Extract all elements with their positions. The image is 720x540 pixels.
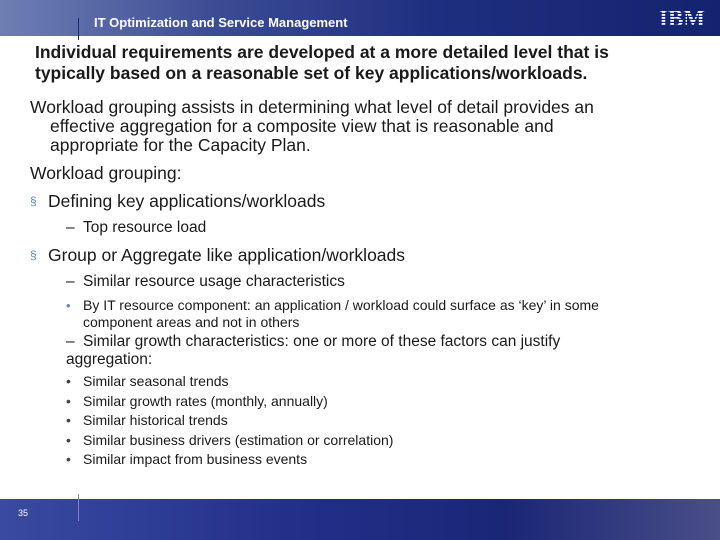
dot-bullet-icon: •: [66, 373, 71, 389]
header-title: IT Optimization and Service Management: [94, 15, 348, 30]
bullet-text: Defining key applications/workloads: [48, 191, 326, 211]
bullet-text: Group or Aggregate like application/workloads: [48, 245, 406, 265]
bullet-group-aggregate: [30, 245, 405, 265]
header-bar: [0, 0, 720, 36]
detail-text: component areas and not in others: [83, 314, 300, 330]
list-item: • Similar seasonal trends: [66, 372, 393, 392]
detail-text: By IT resource component: an application / workload could surface as ‘key’ in some: [83, 297, 599, 313]
list-item: • Similar growth rates (monthly, annually): [66, 392, 393, 412]
paragraph-label: Workload grouping:: [30, 163, 182, 183]
bullet-defining-workloads: [30, 191, 325, 211]
dot-bullet-icon: •: [66, 431, 71, 448]
sub-bullet-text: Similar growth characteristics: one or more of these factors can justify: [83, 333, 561, 350]
footer-divider: [78, 494, 79, 521]
detail-bullet-it-resource: [66, 297, 599, 330]
heading-line-2: typically based on a reasonable set of key applications/workloads.: [35, 63, 588, 83]
list-item: • Similar business drivers (estimation or correlation): [66, 431, 393, 451]
dot-bullet-icon: •: [66, 451, 71, 467]
ibm-logo-icon: [655, 5, 709, 31]
dash-bullet-icon: –: [66, 333, 75, 350]
sub-bullet-text: aggregation:: [66, 351, 153, 368]
dash-bullet-icon: –: [66, 273, 75, 290]
sub-bullet-growth: [66, 333, 560, 369]
list-item: • Similar historical trends: [66, 411, 393, 431]
slide-heading: [35, 42, 705, 84]
paragraph-workload-grouping: [30, 98, 594, 155]
header-divider: [78, 18, 79, 40]
sub-bullet-top-resource: [66, 219, 206, 237]
square-bullet-icon: §: [30, 248, 37, 262]
sub-bullet-resource-usage: [66, 273, 345, 291]
dot-bullet-icon: •: [66, 392, 71, 409]
growth-factors-list: [66, 372, 393, 470]
dot-bullet-icon: •: [66, 412, 71, 428]
dot-bullet-icon: •: [66, 298, 71, 313]
sub-bullet-text: Similar resource usage characteristics: [83, 273, 345, 290]
heading-line-1: Individual requirements are developed at a more detailed level that is: [35, 42, 609, 62]
dash-bullet-icon: –: [66, 219, 75, 236]
square-bullet-icon: §: [30, 194, 37, 208]
page-number: 35: [18, 508, 29, 518]
paragraph-line: appropriate for the Capacity Plan.: [50, 135, 311, 155]
paragraph-line: Workload grouping assists in determining what level of detail provides an: [30, 97, 594, 117]
footer-bar: [0, 499, 720, 540]
sub-bullet-text: Top resource load: [83, 219, 207, 236]
paragraph-line: effective aggregation for a composite view that is reasonable and: [50, 116, 554, 136]
list-item: • Similar impact from business events: [66, 450, 393, 470]
svg-text:IBM: IBM: [659, 6, 705, 31]
